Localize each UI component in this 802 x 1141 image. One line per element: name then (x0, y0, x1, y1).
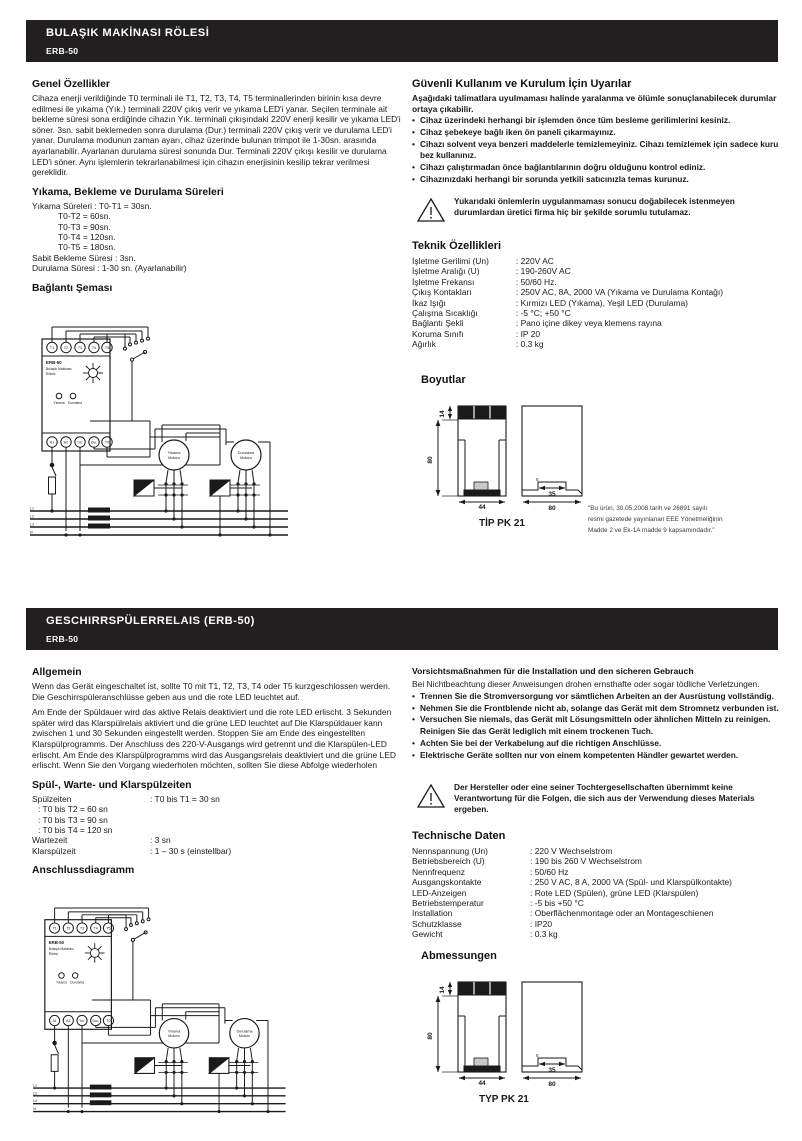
safety-list-item: • Elektrische Geräte sollten nur von einem kompetenten Händler gewartet werden. (412, 750, 782, 761)
spec-key: İşletme Aralığı (U) (412, 266, 480, 277)
spec-value: : 220V AC (515, 256, 554, 266)
motor1-label-line1: Yıkama (167, 451, 181, 455)
spec-key: Betriebstemperatur (412, 898, 484, 909)
dim-height: 80 (427, 456, 434, 464)
terminal-label: Dur. (92, 1018, 99, 1023)
terminal-label: T1 (52, 926, 57, 931)
turkish-disclaimer-text: Yukarıdaki önlemlerin uygulanmaması sonucu doğabilecek istenmeyen durumlardan üretici firma hiç bir şekilde sorumlu tutulamaz. (454, 196, 735, 217)
phase-label: L3 (30, 522, 34, 527)
turkish-typ-label: TİP PK 21 (479, 518, 525, 529)
phase-label: L2 (33, 1091, 38, 1096)
spec-row (412, 929, 782, 939)
dim-depth: 80 (548, 505, 556, 512)
german-model-code: ERB-50 (46, 634, 79, 644)
german-times-table (32, 794, 404, 856)
turkish-times-first-label: Yıkama Süreleri (32, 200, 93, 211)
german-safety-heading: Vorsichtsmaßnahmen für die Installation und den sicheren Gebrauch (412, 666, 694, 676)
dim-depth-small: 35 (548, 491, 556, 498)
spec-row (412, 308, 782, 318)
spec-key: Çalışma Sıcaklığı (412, 308, 478, 319)
terminal-label: Yık. (76, 440, 84, 445)
dim-lip: 5 (536, 1053, 539, 1058)
safety-list-item: • Cihazı solvent veya benzeri maddelerle temizlemeyiniz. Cihazı temizlemek için sadece kuru bez kullanınız. (412, 139, 782, 162)
dimension-drawing-svg (418, 398, 598, 516)
turkish-footnote (588, 503, 778, 536)
german-wiring-diagram (30, 906, 320, 1141)
relay-name-line2: Rölesi (48, 951, 58, 956)
spec-row (412, 867, 782, 877)
turkish-time-row (32, 232, 404, 242)
time-key: Wartezeit (32, 835, 68, 846)
dim-width: 44 (478, 1080, 486, 1087)
spec-value: : 50/60 Hz (530, 866, 569, 877)
spec-key: Ağırlık (412, 339, 436, 350)
led-label-rinse: Durulama (67, 401, 83, 405)
phase-label: L2 (30, 514, 34, 519)
spec-value: : 250 V AC, 8 A, 2000 VA (Spül- und Klarspülkontakte) (530, 877, 732, 888)
spec-row (412, 339, 782, 349)
safety-list-item: • Cihazınızdaki herhangi bir sorunda yetkili satıcınızla temas kurunuz. (412, 174, 782, 185)
footnote-line: resmi gazetede yayınlanan EEE Yönetmeliğinin (588, 516, 723, 523)
spec-value: : 220 V Wechselstrom (530, 846, 613, 856)
german-dims-heading: Abmessungen (421, 950, 497, 962)
warning-triangle-icon (416, 197, 446, 223)
spec-value: : 190-260V AC (515, 266, 571, 277)
turkish-time-row (32, 222, 404, 232)
spec-key: İşletme Frekansı (412, 276, 475, 287)
spec-value: : -5 bis +50 °C (530, 898, 584, 909)
relay-name-line2: Rölesi (46, 372, 56, 376)
spec-key: Koruma Sınıfı (412, 328, 464, 339)
turkish-time-value: T0-T2 = 60sn. (58, 211, 111, 222)
phase-label: N (30, 530, 33, 535)
dim-width: 44 (478, 504, 486, 511)
spec-value: : 190 bis 260 V Wechselstrom (530, 856, 642, 867)
spec-row (412, 266, 782, 276)
german-specs-block (412, 830, 782, 940)
turkish-dimension-drawing (418, 398, 598, 521)
german-dims-block (421, 950, 497, 965)
turkish-diagram-heading: Bağlantı Şeması (32, 282, 113, 294)
spec-value: : Pano içine dikey veya klemens rayına (515, 318, 662, 329)
turkish-disclaimer-box (412, 196, 782, 226)
spec-value: : Oberflächenmontage oder an Montageschienen (530, 908, 714, 919)
footnote-line: Madde 2 ve Ek-1A madde 9 kapsamındadır." (588, 527, 715, 534)
turkish-dims-heading: Boyutlar (421, 374, 466, 386)
turkish-general-text: Cihaza enerji verildiğinde T0 terminali ile T1, T2, T3, T4, T5 terminallerinden birinin kısa devre edilmesi ile yıkama (Yık.) terminali 220V çıkış verir ve yıkama LED'i yanar. Seçilen terminale ait bekleme süresi sona erdiğinde cihazın Yık. terminali çıkışındaki 220V enerji kesilir ve yıkama LED'i söner. 3sn. sabit beklemeden sonra durulama (Dur.) terminali 220V çıkış verir ve durulama LED'i yanar. Durulama modunun zaman ayarı, cihaz üzerinde bulunan trimpot ile 1-30sn. arasında ayarlanabilir. Ayarlanan durulama süresi sonunda Dur. Terminali 220V çıkışı kesilir ve durulama LED'i söner. Aynı işlemlerin tekrarlanabilmesi için cihazın enerjisinin kesilip tekrar verilmesi gereklidir. (32, 93, 401, 178)
turkish-model-code: ERB-50 (46, 46, 79, 56)
turkish-title-bar (26, 20, 778, 62)
turkish-safety-heading: Güvenli Kullanım ve Kurulum İçin Uyarılar (412, 78, 632, 90)
spec-row (412, 318, 782, 328)
phase-label: N (33, 1107, 36, 1112)
turkish-specs-table (412, 256, 782, 350)
wiring-diagram-svg-de (30, 906, 320, 1136)
motor2-label-line2: Motoru (240, 456, 252, 460)
spec-row (412, 856, 782, 866)
motor2-label-line2: Motoru (238, 1034, 251, 1039)
led-label-rinse: Durulama (70, 980, 85, 985)
terminal-label: T0 (106, 1018, 111, 1023)
time-row (32, 804, 404, 814)
turkish-time-value: T0-T5 = 180sn. (58, 242, 116, 253)
safety-list-item: • Achten Sie bei der Verkabelung auf die richtigen Anschlüsse. (412, 738, 782, 749)
time-value: : T0 bis T3 = 90 sn (38, 814, 108, 825)
dim-top: 14 (439, 410, 446, 418)
turkish-general-heading: Genel Özellikler (32, 79, 110, 90)
terminal-label: T3 (79, 926, 85, 931)
spec-row (412, 877, 782, 887)
german-product-title: GESCHIRRSPÜLERRELAIS (ERB-50) (46, 615, 255, 627)
safety-list-item: • Cihaz üzerindeki herhangi bir işlemden önce tüm besleme gerilimlerini kesiniz. (412, 115, 782, 126)
relay-model-label: ERB-50 (46, 360, 62, 365)
time-key: Spülzeiten (32, 793, 72, 804)
dim-top: 14 (439, 986, 446, 994)
dim-height: 80 (427, 1032, 434, 1040)
time-value: : T0 bis T4 = 120 sn (38, 824, 113, 835)
german-section (0, 586, 802, 1134)
german-left-column (32, 666, 404, 879)
spec-row (412, 329, 782, 339)
turkish-right-column (412, 78, 782, 186)
turkish-specs-heading: Teknik Özellikleri (412, 240, 502, 252)
safety-list-item: • Cihazı çalıştırmadan önce bağlantılarının doğru olduğunu kontrol ediniz. (412, 162, 782, 173)
terminal-label: Yık. (78, 1018, 86, 1023)
time-row (32, 825, 404, 835)
terminal-label: T5 (104, 346, 110, 350)
turkish-time-row (32, 242, 404, 252)
spec-value: : Rote LED (Spülen), grüne LED (Klarspülen) (530, 887, 699, 898)
wiring-diagram-svg (30, 325, 320, 560)
turkish-wiring-diagram (30, 325, 320, 565)
turkish-safety-intro: Aşağıdaki talimatlara uyulmaması halinde yaralanma ve ölümle sonuçlanabilecek durumlar ortaya çıkabilir. (412, 93, 777, 114)
german-specs-heading: Technische Daten (412, 830, 506, 842)
terminal-label: T3 (77, 346, 83, 350)
spec-value: : IP20 (530, 918, 553, 929)
time-row (32, 846, 404, 856)
dim-depth-small: 35 (548, 1067, 556, 1074)
turkish-section (0, 0, 802, 567)
led-label-wash: Yıkama (53, 401, 65, 405)
spec-row (412, 298, 782, 308)
german-general-p1: Wenn das Gerät eingeschaltet ist, sollte T0 mit T1, T2, T3, T4 oder T5 kurzgeschlossen werden. Die Geschirrspüleranschlüsse geben aus und die rote LED leuchtet auf. (32, 681, 391, 702)
turkish-product-title: BULAŞIK MAKİNASI RÖLESİ (46, 27, 210, 39)
relay-name-line1: Bulaşık Makinası (48, 947, 74, 952)
terminal-label: T4 (93, 926, 98, 931)
turkish-fixed-wait: Sabit Bekleme Süresi : 3sn. (32, 252, 136, 263)
phase-label: L3 (33, 1099, 38, 1104)
terminal-label: T2 (63, 346, 69, 350)
turkish-time-row (32, 211, 404, 221)
turkish-times-first-value: : T0-T1 = 30sn. (94, 200, 152, 211)
terminal-label: T4 (91, 346, 97, 350)
german-diagram-heading: Anschlussdiagramm (32, 865, 135, 877)
spec-key: LED-Anzeigen (412, 887, 467, 898)
spec-key: Gewicht (412, 929, 443, 940)
spec-value: : Kırmızı LED (Yıkama), Yeşil LED (Durulama) (515, 297, 688, 308)
relay-model-label: ERB-50 (48, 940, 65, 946)
terminal-label: A1 (52, 1018, 57, 1023)
terminal-label: T5 (106, 926, 111, 931)
german-dimension-drawing (418, 974, 598, 1097)
spec-value: : IP 20 (515, 328, 541, 339)
spec-row (412, 277, 782, 287)
time-value: : T0 bis T1 = 30 sn (150, 793, 220, 804)
spec-key: Installation (412, 908, 453, 919)
spec-key: Schutzklasse (412, 918, 462, 929)
spec-value: : 0.3 kg (530, 929, 558, 940)
spec-value: : 250V AC, 8A, 2000 VA (Yıkama ve Durulama Kontağı) (515, 287, 724, 298)
motor1-label-line2: Motoru (168, 456, 180, 460)
time-value: : 3 sn (150, 835, 171, 846)
spec-key: Betriebsbereich (U) (412, 856, 485, 867)
spec-row (412, 846, 782, 856)
spec-value: : 50/60 Hz. (515, 276, 557, 287)
phase-label: L1 (30, 506, 34, 511)
spec-value: : 0.3 kg (515, 339, 544, 350)
spec-value: : -5 °C; +50 °C (515, 308, 571, 319)
dim-depth: 80 (548, 1081, 556, 1088)
motor1-label-line2: Motoru (168, 1034, 180, 1039)
dimension-drawing-svg-de (418, 974, 598, 1092)
terminal-label: A2 (63, 440, 69, 445)
german-times-heading: Spül-, Warte- und Klarspülzeiten (32, 779, 192, 791)
spec-key: Nennspannung (Un) (412, 846, 488, 856)
german-specs-table (412, 846, 782, 940)
spec-row (412, 908, 782, 918)
safety-list-item: • Trennen Sie die Stromversorgung vor sämtlichen Arbeiten an der Ausrüstung vollständig. (412, 691, 782, 702)
spec-key: Çıkış Kontakları (412, 287, 472, 298)
turkish-left-column (32, 78, 404, 297)
german-typ-label: TYP PK 21 (479, 1094, 529, 1105)
spec-row (412, 898, 782, 908)
spec-row (412, 919, 782, 929)
terminal-label: T1 (49, 346, 55, 350)
relay-name-line1: Bulaşık Makinası (46, 367, 72, 371)
turkish-time-value: T0-T3 = 90sn. (58, 221, 111, 232)
german-safety-intro: Bei Nichtbeachtung dieser Anweisungen drohen ernsthafte oder sogar tödliche Verletzungen. (412, 679, 760, 689)
footnote-line: "Bu ürün, 30.05.2008 tarih ve 26891 sayılı (588, 505, 708, 512)
spec-key: Ausgangskontakte (412, 877, 482, 888)
spec-row (412, 287, 782, 297)
german-general-heading: Allgemein (32, 667, 82, 678)
spec-key: Nennfrequenz (412, 866, 466, 877)
turkish-dims-block (421, 374, 466, 389)
safety-list-item: • Cihaz şebekeye bağlı iken ön paneli çıkarmayınız. (412, 127, 782, 138)
german-disclaimer-box (412, 782, 782, 814)
time-value: : 1 – 30 s (einstellbar) (150, 845, 232, 856)
german-title-bar (26, 608, 778, 650)
time-key: Klarspülzeit (32, 845, 76, 856)
spec-row (412, 256, 782, 266)
safety-list-item: • Nehmen Sie die Frontblende nicht ab, solange das Gerät mit dem Stromnetz verbunden ist. (412, 703, 782, 714)
safety-list-item: • Versuchen Sie niemals, das Gerät mit Lösungsmitteln oder ähnlichen Mitteln zu reinigen. Reinigen Sie das Gerät lediglich mit einem trockenen Tuch. (412, 714, 782, 737)
spec-row (412, 888, 782, 898)
german-right-column (412, 666, 782, 762)
turkish-specs-block (412, 240, 782, 350)
dim-lip: 5 (536, 477, 539, 482)
german-general-p2: Am Ende der Spüldauer wird das aktive Relais deaktiviert und die rote LED erlischt. 3 Sekunden später wird das Klarspülrelais aktiviert und die grüne LED leuchtet auf Die Klarspüldauer kann zwischen 1 und 30 Sekunden eingestellt werden. Stoppen Sie am Ende des eingestellten Klarspülprogramms. Der Anschluss des 220-V-Ausgangs wird getrennt und die Klarspülen-LED erlischt. Am Ende des Klarspülprogramms wird das Ausgangsrelais deaktiviert und die grüne LED erlischt. Wenn Sie den Vorgang wiederholen möchten, sollten Sie diese Abfolge wiederholen (32, 707, 396, 771)
turkish-rinse-time: Durulama Süresi : 1-30 sn. (Ayarlanabilir) (32, 263, 187, 274)
led-label-wash: Yıkama (56, 980, 67, 985)
german-safety-list (412, 691, 782, 761)
terminal-label: T2 (66, 926, 71, 931)
turkish-time-value: T0-T4 = 120sn. (58, 231, 116, 242)
german-disclaimer-text: Der Hersteller oder eine seiner Tochtergesellschaften übernimmt keine Verantwortung für die Folgen, die sich aus der Verwendung dieses Materials ergeben. (454, 782, 755, 814)
turkish-times-first-row (32, 201, 404, 211)
turkish-times-heading: Yıkama, Bekleme ve Durulama Süreleri (32, 186, 224, 198)
time-row (32, 815, 404, 825)
time-row (32, 794, 404, 804)
terminal-label: T0 (104, 440, 110, 445)
terminal-label: A1 (49, 440, 55, 445)
spec-key: Bağlantı Şekli (412, 318, 464, 329)
terminal-label: Dur. (90, 440, 98, 445)
turkish-safety-list (412, 115, 782, 185)
spec-key: İşletme Gerilimi (Un) (412, 256, 489, 266)
spec-key: İkaz Işığı (412, 297, 446, 308)
time-value: : T0 bis T2 = 60 sn (38, 804, 108, 815)
motor1-label-line1: Yıkama (167, 1029, 181, 1034)
terminal-label: A2 (66, 1018, 71, 1023)
motor2-label-line1: Durulama (236, 1029, 253, 1034)
motor2-label-line1: Durulama (237, 451, 255, 455)
phase-label: L1 (33, 1083, 38, 1088)
warning-triangle-icon (416, 783, 446, 809)
time-row (32, 835, 404, 845)
